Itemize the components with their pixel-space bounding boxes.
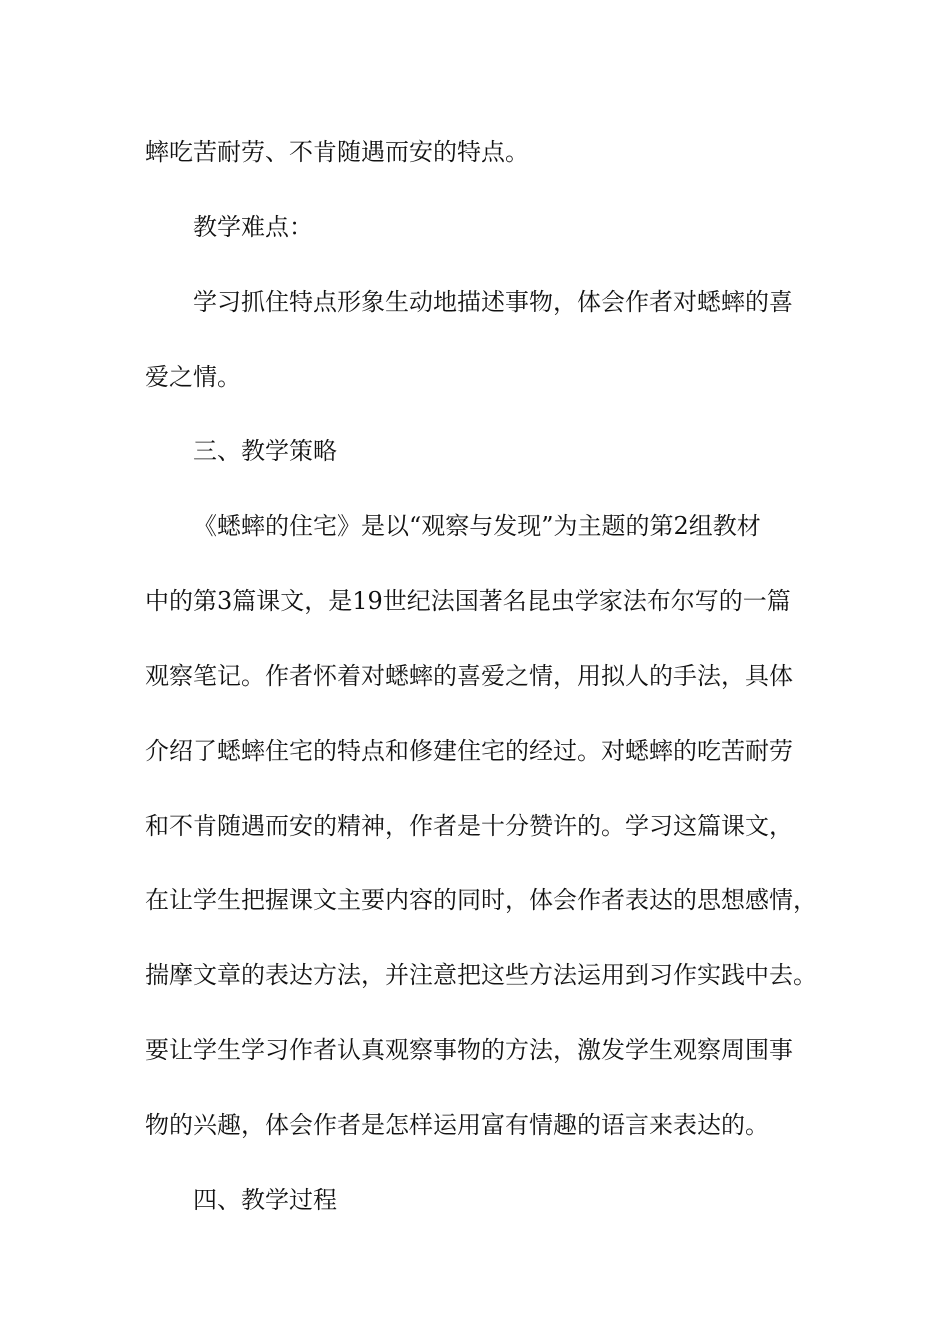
- section-heading-teaching-strategy: 三、教学策略: [193, 437, 337, 465]
- paragraph-line: 中的第3篇课文，是19世纪法国著名昆虫学家法布尔写的一篇: [145, 587, 791, 615]
- paragraph-line: 爱之情。: [145, 363, 241, 391]
- paragraph-line: 要让学生学习作者认真观察事物的方法，激发学生观察周围事: [145, 1036, 793, 1064]
- paragraph-line: 在让学生把握课文主要内容的同时，体会作者表达的思想感情，: [145, 886, 817, 914]
- paragraph-line: 观察笔记。作者怀着对蟋蟀的喜爱之情，用拟人的手法，具体: [145, 662, 793, 690]
- paragraph-line: 蟀吃苦耐劳、不肯随遇而安的特点。: [145, 138, 529, 166]
- section-heading-teaching-process: 四、教学过程: [193, 1186, 337, 1214]
- paragraph-line: 学习抓住特点形象生动地描述事物，体会作者对蟋蟀的喜: [193, 288, 793, 316]
- paragraph-line: 和不肯随遇而安的精神，作者是十分赞许的。学习这篇课文，: [145, 812, 793, 840]
- paragraph-line: 介绍了蟋蟀住宅的特点和修建住宅的经过。对蟋蟀的吃苦耐劳: [145, 737, 793, 765]
- paragraph-line: 物的兴趣，体会作者是怎样运用富有情趣的语言来表达的。: [145, 1111, 769, 1139]
- paragraph-line: 《蟋蟀的住宅》是以“观察与发现”为主题的第2组教材: [193, 512, 761, 540]
- section-heading-teaching-difficulty: 教学难点：: [193, 213, 313, 241]
- paragraph-line: 揣摩文章的表达方法，并注意把这些方法运用到习作实践中去。: [145, 961, 817, 989]
